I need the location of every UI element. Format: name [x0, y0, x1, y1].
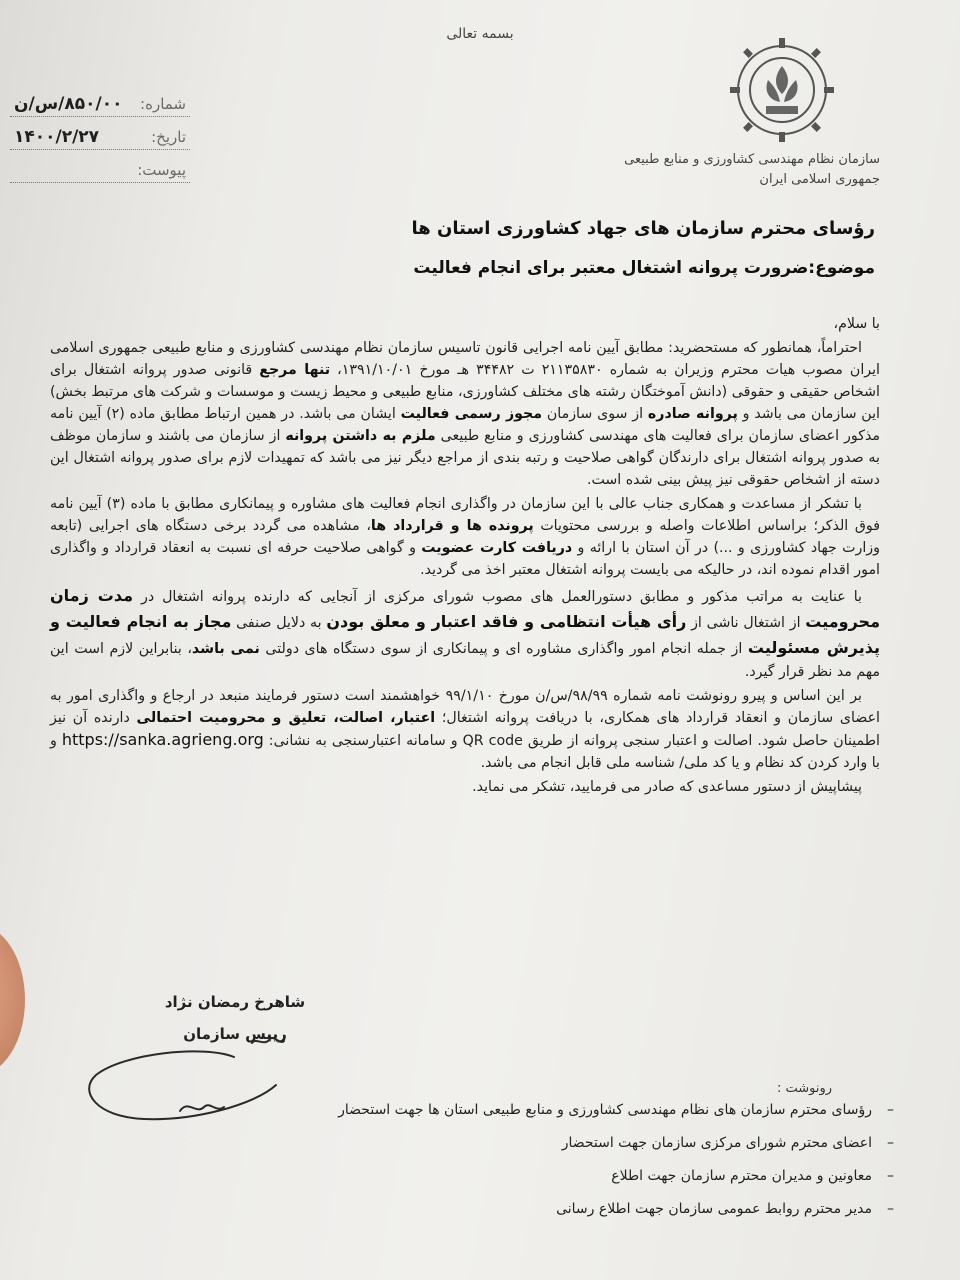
- cc-item-text: اعضای محترم شورای مرکزی سازمان جهت استحضار: [561, 1135, 872, 1151]
- letter-attachment-label: پیوست:: [137, 161, 186, 179]
- letter-date-label: تاریخ:: [151, 128, 186, 146]
- p3-emphasis-h: نمی باشد: [191, 641, 260, 657]
- paragraph-4: [50, 685, 880, 774]
- organization-name: [624, 150, 880, 190]
- dash-icon: –: [887, 1102, 894, 1118]
- p2-emphasis-b: پرونده ها و قرارداد ها: [370, 518, 534, 534]
- letter-attachment-row: [10, 152, 190, 183]
- p3-text-i: ، بنابراین لازم است این مهم مد نظر قرار گیرد.: [50, 641, 880, 680]
- signer-name: شاهرخ رمضان نژاد: [164, 993, 306, 1011]
- p1-emphasis-f: مجوز رسمی فعالیت: [400, 406, 543, 422]
- p1-text-a: احتراماً، همانطور که مستحضرید: مطابق آیین نامه اجرایی قانون تاسیس سازمان نظام مهندسی کشاورزی و منابع طبیعی جمهوری اسلامی ایران مصوب هیات محترم وزیران به شماره ۲۱۱۳۵۸۳۰ ت ۳۴۴۸۲ هـ مورخ ۱۳۹۱/۱۰/۰۱،: [50, 340, 881, 378]
- p3-text-e: به دلایل صنفی: [231, 615, 327, 631]
- cc-item-text: مدیر محترم روابط عمومی سازمان جهت اطلاع رسانی: [556, 1201, 872, 1217]
- paragraph-5: پیشاپیش از دستور مساعدی که صادر می فرمایید، تشکر می نماید.: [472, 779, 862, 795]
- p2-emphasis-d: دریافت کارت عضویت: [421, 540, 573, 556]
- cc-list: [334, 1100, 894, 1232]
- p4-text-a: بر این اساس و پیرو رونوشت نامه شماره ۹۸/۹۹/س/ن مورخ ۹۹/۱/۱۰ خواهشمند است دستور فرمایند منبعد در ارجاع و واگذاری امور به اعضای سازمان و انعقاد قرارداد های همکاری، با دریافت پروانه اشتغال؛: [50, 688, 880, 726]
- p4-text-c: دارنده آن نیز اطمینان حاصل شود. اصالت و اعتبار سنجی پروانه از طریق QR code و سامانه اعتبارسنجی به نشانی:: [50, 710, 880, 749]
- organization-name-line1: سازمان نظام مهندسی کشاورزی و منابع طبیعی: [624, 152, 880, 167]
- cc-item: [334, 1199, 894, 1232]
- p3-emphasis-f: مجاز به انجام فعالیت و پذیرش مسئولیت: [50, 612, 880, 657]
- p3-text-a: با عنایت به مراتب مذکور و مطابق دستورالعمل های مصوب شورای مرکزی از آنجایی که دارنده پروانه اشتغال در: [133, 589, 863, 605]
- letter-body: [50, 313, 880, 800]
- dash-icon: –: [887, 1201, 894, 1217]
- p1-text-e: از سوی سازمان: [542, 406, 648, 422]
- p1-text-i: از سازمان می باشند و سازمان موظف به صدور پروانه اشتغال برای دارندگان گواهی صلاحیت و رتبه بندی از مراجع دیگر نیز می باشد که تمهیدات لازم برای صدور پروانه اشتغال این دسته از اشخاص حقوقی نیز پیش بینی شده است.: [50, 428, 880, 488]
- p2-text-e: و گواهی صلاحیت حرفه ای نسبت به انعقاد قرارداد و واگذاری امور اقدام نموده اند، در حالیکه می بایست پروانه اشتغال معتبر اخذ می گردید.: [50, 540, 880, 578]
- letter-recipient: رؤسای محترم سازمان های جهاد کشاورزی استان ها: [411, 218, 875, 239]
- p4-emphasis-b: اعتبار، اصالت، تعلیق و محرومیت احتمالی: [136, 710, 436, 726]
- paragraph-1: [50, 337, 880, 491]
- p1-text-g: ایشان می باشد. در همین ارتباط مطابق ماده (۲) آیین نامه مذکور اعضای سازمان برای فعالیت های مهندسی کشاورزی و منابع طبیعی: [50, 406, 880, 444]
- p1-emphasis-d: پروانه صادره: [647, 406, 738, 422]
- p1-emphasis-h: ملزم به داشتن پروانه: [285, 428, 436, 444]
- cc-item-text: رؤسای محترم سازمان های نظام مهندسی کشاورزی و منابع طبیعی استان ها جهت استحضار: [338, 1102, 872, 1118]
- cc-label: رونوشت :: [776, 1081, 832, 1096]
- signer-title: رییس سازمان: [183, 1025, 287, 1043]
- cc-item: [334, 1100, 894, 1133]
- p3-text-g: از جمله انجام امور واگذاری مشاوره ای و پیمانکاری از سوی دستگاه های دولتی: [259, 641, 748, 657]
- thumb-photo-artifact: [0, 925, 25, 1075]
- paragraph-2: [50, 493, 880, 581]
- letter-number-label: شماره:: [140, 95, 186, 113]
- paragraph-3: [50, 583, 880, 683]
- dash-icon: –: [887, 1168, 894, 1184]
- p3-emphasis-d: رأی هیأت انتظامی و فاقد اعتبار و معلق بودن: [326, 612, 687, 631]
- p4-text-d: و با وارد کردن کد نظام و یا کد ملی/ شناسه ملی قابل انجام می باشد.: [50, 733, 880, 771]
- p3-emphasis-b: مدت زمان محرومیت: [50, 586, 880, 631]
- handwritten-signature: [84, 1035, 304, 1135]
- p3-text-c: از اشتغال ناشی از: [686, 615, 806, 631]
- greeting: با سلام،: [833, 316, 880, 332]
- p1-emphasis-b: تنها مرجع: [259, 362, 331, 378]
- dash-icon: –: [887, 1135, 894, 1151]
- organization-logo: [722, 28, 842, 148]
- letter-number-value: ۸۵۰/۰۰/س/ن: [14, 94, 123, 114]
- letter-date-row: [10, 119, 190, 150]
- cc-item: [334, 1166, 894, 1199]
- letter-date-value: ۱۴۰۰/۲/۲۷: [14, 127, 100, 147]
- p1-text-c: قانونی صدور پروانه اشتغال برای اشخاص حقیقی و حقوقی (دانش آموختگان رشته های مختلف کشاورزی، منابع طبیعی و محیط زیست و موسسات و شرکت های مرتبط بخش) این سازمان می باشد و: [50, 362, 880, 422]
- letter-number-row: [10, 86, 190, 117]
- cc-item-text: معاونین و مدیران محترم سازمان جهت اطلاع: [611, 1168, 872, 1184]
- cc-item: [334, 1133, 894, 1166]
- p2-text-c: ، مشاهده می گردد برخی دستگاه های اجرایی (تابعه وزارت جهاد کشاورزی و ...) در آن استان با ارائه و: [50, 518, 881, 556]
- organization-name-line2: جمهوری اسلامی ایران: [759, 172, 880, 187]
- p2-text-a: با تشکر از مساعدت و همکاری جناب عالی با این سازمان در واگذاری انجام فعالیت های مشاوره و پیمانکاری مطابق با ماده (۳) آیین نامه فوق الذکر؛ براساس اطلاعات واصله و بررسی محتویات: [50, 496, 880, 534]
- letter-meta: [10, 86, 190, 185]
- verification-url[interactable]: https://sanka.agrieng.org: [61, 730, 264, 749]
- letter-subject: موضوع:ضرورت پروانه اشتغال معتبر برای انجام فعالیت: [413, 258, 875, 278]
- basmala-heading: بسمه تعالی: [446, 26, 514, 42]
